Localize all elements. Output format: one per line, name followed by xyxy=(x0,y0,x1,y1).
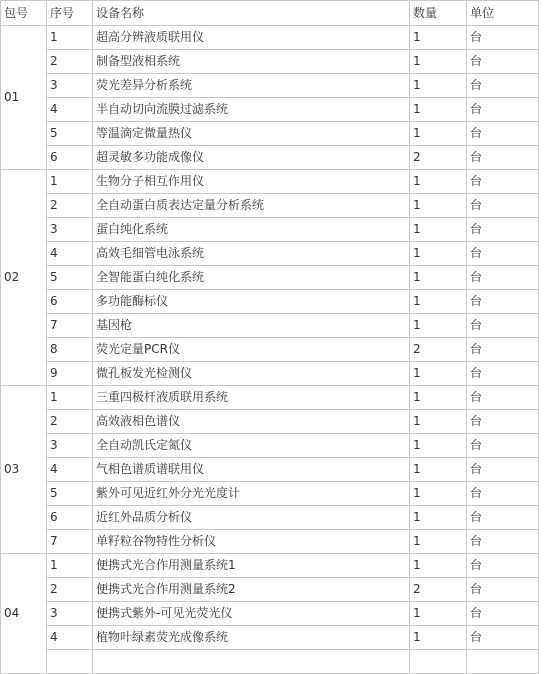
qty-cell: 1 xyxy=(410,290,467,314)
name-cell: 单籽粒谷物特性分析仪 xyxy=(93,530,410,554)
seq-cell: 5 xyxy=(47,482,93,506)
table-row xyxy=(1,266,539,290)
unit-cell: 台 xyxy=(467,554,539,578)
qty-cell: 1 xyxy=(410,170,467,194)
unit-cell: 台 xyxy=(467,458,539,482)
table-row xyxy=(1,650,539,674)
table-row xyxy=(1,506,539,530)
qty-cell: 2 xyxy=(410,578,467,602)
package-code-cell: 04 xyxy=(1,554,47,674)
unit-cell xyxy=(467,650,539,674)
qty-cell: 1 xyxy=(410,98,467,122)
header-seq: 序号 xyxy=(47,1,93,26)
name-cell: 紫外可见近红外分光光度计 xyxy=(93,482,410,506)
unit-cell: 台 xyxy=(467,146,539,170)
table-row xyxy=(1,338,539,362)
unit-cell: 台 xyxy=(467,530,539,554)
seq-cell: 1 xyxy=(47,386,93,410)
qty-cell: 2 xyxy=(410,146,467,170)
table-row xyxy=(1,530,539,554)
unit-cell: 台 xyxy=(467,26,539,50)
seq-cell: 2 xyxy=(47,410,93,434)
qty-cell: 1 xyxy=(410,410,467,434)
name-cell xyxy=(93,650,410,674)
qty-cell: 1 xyxy=(410,362,467,386)
qty-cell xyxy=(410,650,467,674)
name-cell: 近红外品质分析仪 xyxy=(93,506,410,530)
unit-cell: 台 xyxy=(467,362,539,386)
table-row xyxy=(1,290,539,314)
seq-cell: 3 xyxy=(47,74,93,98)
seq-cell: 4 xyxy=(47,98,93,122)
unit-cell: 台 xyxy=(467,626,539,650)
unit-cell: 台 xyxy=(467,434,539,458)
seq-cell: 7 xyxy=(47,314,93,338)
table-row xyxy=(1,170,539,194)
table-body xyxy=(1,26,539,674)
qty-cell: 1 xyxy=(410,626,467,650)
table-row xyxy=(1,314,539,338)
table-row xyxy=(1,602,539,626)
table-row xyxy=(1,98,539,122)
table-row xyxy=(1,218,539,242)
unit-cell: 台 xyxy=(467,74,539,98)
name-cell: 高效液相色谱仪 xyxy=(93,410,410,434)
unit-cell: 台 xyxy=(467,314,539,338)
qty-cell: 1 xyxy=(410,506,467,530)
unit-cell: 台 xyxy=(467,338,539,362)
unit-cell: 台 xyxy=(467,386,539,410)
unit-cell: 台 xyxy=(467,50,539,74)
seq-cell: 4 xyxy=(47,242,93,266)
qty-cell: 1 xyxy=(410,434,467,458)
seq-cell xyxy=(47,650,93,674)
qty-cell: 1 xyxy=(410,242,467,266)
seq-cell: 2 xyxy=(47,578,93,602)
qty-cell: 1 xyxy=(410,50,467,74)
table-row xyxy=(1,578,539,602)
qty-cell: 1 xyxy=(410,74,467,98)
seq-cell: 2 xyxy=(47,194,93,218)
table-row xyxy=(1,386,539,410)
unit-cell: 台 xyxy=(467,506,539,530)
seq-cell: 1 xyxy=(47,554,93,578)
qty-cell: 1 xyxy=(410,218,467,242)
qty-cell: 1 xyxy=(410,530,467,554)
qty-cell: 1 xyxy=(410,386,467,410)
package-code-cell: 01 xyxy=(1,26,47,170)
seq-cell: 4 xyxy=(47,458,93,482)
unit-cell: 台 xyxy=(467,602,539,626)
seq-cell: 6 xyxy=(47,506,93,530)
unit-cell: 台 xyxy=(467,194,539,218)
name-cell: 全智能蛋白纯化系统 xyxy=(93,266,410,290)
package-code-cell: 02 xyxy=(1,170,47,386)
name-cell: 制备型液相系统 xyxy=(93,50,410,74)
seq-cell: 7 xyxy=(47,530,93,554)
table-row xyxy=(1,482,539,506)
name-cell: 微孔板发光检测仪 xyxy=(93,362,410,386)
table-row xyxy=(1,50,539,74)
name-cell: 植物叶绿素荧光成像系统 xyxy=(93,626,410,650)
header-unit: 单位 xyxy=(467,1,539,26)
table-row xyxy=(1,554,539,578)
table-header xyxy=(1,1,539,26)
qty-cell: 1 xyxy=(410,482,467,506)
seq-cell: 5 xyxy=(47,266,93,290)
table-row xyxy=(1,74,539,98)
qty-cell: 1 xyxy=(410,458,467,482)
unit-cell: 台 xyxy=(467,218,539,242)
table-row xyxy=(1,242,539,266)
seq-cell: 6 xyxy=(47,290,93,314)
unit-cell: 台 xyxy=(467,266,539,290)
qty-cell: 2 xyxy=(410,338,467,362)
unit-cell: 台 xyxy=(467,482,539,506)
seq-cell: 2 xyxy=(47,50,93,74)
table-row xyxy=(1,122,539,146)
name-cell: 便携式光合作用测量系统2 xyxy=(93,578,410,602)
name-cell: 气相色谱质谱联用仪 xyxy=(93,458,410,482)
seq-cell: 3 xyxy=(47,218,93,242)
name-cell: 便携式紫外-可见光荧光仪 xyxy=(93,602,410,626)
seq-cell: 8 xyxy=(47,338,93,362)
seq-cell: 3 xyxy=(47,434,93,458)
seq-cell: 1 xyxy=(47,170,93,194)
unit-cell: 台 xyxy=(467,170,539,194)
unit-cell: 台 xyxy=(467,290,539,314)
name-cell: 超灵敏多功能成像仪 xyxy=(93,146,410,170)
name-cell: 全自动蛋白质表达定量分析系统 xyxy=(93,194,410,218)
name-cell: 荧光定量PCR仪 xyxy=(93,338,410,362)
qty-cell: 1 xyxy=(410,194,467,218)
qty-cell: 1 xyxy=(410,122,467,146)
name-cell: 蛋白纯化系统 xyxy=(93,218,410,242)
table-row xyxy=(1,146,539,170)
name-cell: 半自动切向流膜过滤系统 xyxy=(93,98,410,122)
seq-cell: 5 xyxy=(47,122,93,146)
qty-cell: 1 xyxy=(410,602,467,626)
package-code-cell: 03 xyxy=(1,386,47,554)
name-cell: 荧光差异分析系统 xyxy=(93,74,410,98)
header-qty: 数量 xyxy=(410,1,467,26)
qty-cell: 1 xyxy=(410,314,467,338)
seq-cell: 4 xyxy=(47,626,93,650)
name-cell: 等温滴定微量热仪 xyxy=(93,122,410,146)
table-row xyxy=(1,458,539,482)
name-cell: 三重四极杆液质联用系统 xyxy=(93,386,410,410)
table-row xyxy=(1,362,539,386)
name-cell: 多功能酶标仪 xyxy=(93,290,410,314)
name-cell: 生物分子相互作用仪 xyxy=(93,170,410,194)
name-cell: 超高分辨液质联用仪 xyxy=(93,26,410,50)
seq-cell: 9 xyxy=(47,362,93,386)
header-package: 包号 xyxy=(1,1,47,26)
unit-cell: 台 xyxy=(467,122,539,146)
name-cell: 高效毛细管电泳系统 xyxy=(93,242,410,266)
unit-cell: 台 xyxy=(467,578,539,602)
table-row xyxy=(1,194,539,218)
name-cell: 基因枪 xyxy=(93,314,410,338)
header-row xyxy=(1,1,539,26)
seq-cell: 1 xyxy=(47,26,93,50)
table-row xyxy=(1,434,539,458)
table-row xyxy=(1,26,539,50)
qty-cell: 1 xyxy=(410,554,467,578)
header-name: 设备名称 xyxy=(93,1,410,26)
unit-cell: 台 xyxy=(467,98,539,122)
unit-cell: 台 xyxy=(467,410,539,434)
qty-cell: 1 xyxy=(410,26,467,50)
table-row xyxy=(1,410,539,434)
seq-cell: 6 xyxy=(47,146,93,170)
unit-cell: 台 xyxy=(467,242,539,266)
name-cell: 便携式光合作用测量系统1 xyxy=(93,554,410,578)
seq-cell: 3 xyxy=(47,602,93,626)
qty-cell: 1 xyxy=(410,266,467,290)
table-row xyxy=(1,626,539,650)
name-cell: 全自动凯氏定氮仪 xyxy=(93,434,410,458)
